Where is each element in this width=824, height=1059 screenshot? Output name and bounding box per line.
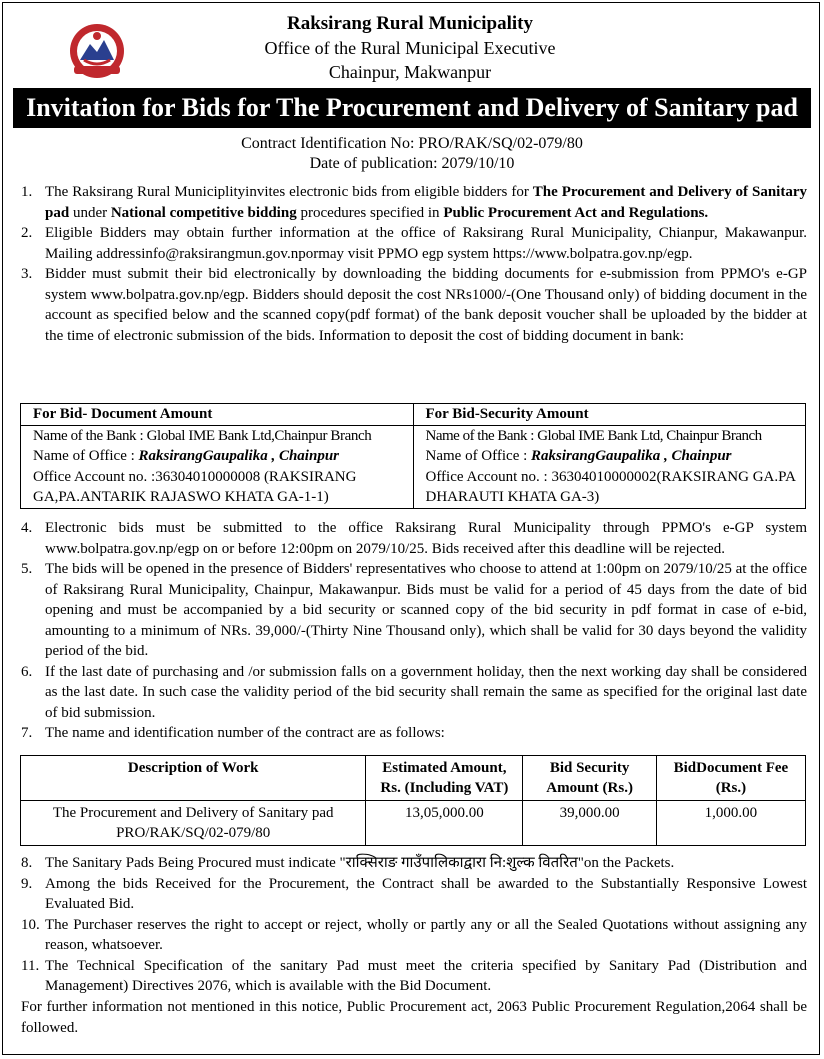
office-name-value: RaksirangGaupalika , Chainpur (138, 448, 340, 464)
notice-item-5 (21, 559, 807, 662)
notice-items-c (21, 853, 807, 997)
item-text: If the last date of purchasing and /or submission falls on a government holiday, then the next working day shall be considered as the last date. In such case the validity period of the bid security shall remain the same as specified for the original last date of bid submission. (45, 663, 807, 721)
column-header: Description of Work (21, 756, 366, 801)
item-text: Among the bids Received for the Procurement, the Contract shall be awarded to the Substantially Responsive Lowest Evaluated Bid. (45, 875, 807, 912)
procurement-act: Public Procurement Act and Regulations. (443, 204, 709, 221)
item-number: 1. (21, 184, 33, 200)
column-header: For Bid- Document Amount (21, 404, 414, 426)
office-name-value: RaksirangGaupalika , Chainpur (531, 448, 732, 464)
publication-date: Date of publication: 2079/10/10 (309, 155, 515, 172)
item-text: Electronic bids must be submitted to the office Raksirang Rural Municipality through PPMO's e-GP system www.bolpatra.gov.np/egp on or before 12:00pm on 2079/10/25. Bids received after this deadline will be rejected. (45, 520, 807, 557)
notice-item-2 (21, 223, 807, 264)
notice-header (0, 0, 824, 88)
column-header: BidDocument Fee (Rs.) (656, 756, 805, 801)
bank-name: Name of the Bank : Global IME Bank Ltd,Chainpur Branch (33, 427, 372, 444)
bid-document-fee: 1,000.00 (656, 801, 805, 846)
notice-item-6 (21, 662, 807, 724)
bid-security-account-cell (413, 425, 806, 508)
item-text: under (72, 204, 111, 221)
item-text: Bidder must submit their bid electronically by downloading the bidding documents for e-submission from PPMO's e-GP system www.bolpatra.gov.np/egp. Bidders should deposit the cost NRs1000/-(One Thousand only) of bidding document in the account as specified below and the scanned copy(pdf format) of the bank deposit voucher shall be uploaded by the bidder at the time of electronic submission of the bids. Information to deposit the cost of bidding document in bank: (45, 266, 807, 344)
office-name-line: Name of Office : RaksirangGaupalika , Chainpur (33, 448, 340, 464)
bank-account-table (20, 403, 806, 509)
item-number: 11. (21, 957, 40, 974)
column-header: Bid Security Amount (Rs.) (523, 756, 656, 801)
item-number: 2. (21, 225, 33, 241)
notice-title: Invitation for Bids for The Procurement and Delivery of Sanitary pad (13, 88, 811, 128)
footer-note: For further information not mentioned in this notice, Public Procurement act, 2063 Public Procurement Regulation,2064 shall be followed. (21, 999, 807, 1036)
column-header: For Bid-Security Amount (413, 404, 806, 426)
notice-item-4 (21, 518, 807, 559)
account-number: Office Account no. :36304010000008 (RAKSIRANG GA,PA.ANTARIK RAJASWO KHATA GA-1-1) (33, 468, 357, 505)
office-location: Chainpur, Makwanpur (328, 62, 492, 82)
bid-document-account-cell (21, 425, 414, 508)
org-name: Raksirang Rural Municipality (287, 13, 533, 34)
contract-work-table (20, 755, 806, 846)
bidding-method: National competitive bidding (110, 204, 297, 221)
item-text: The name and identification number of the contract are as follows: (45, 725, 445, 741)
notice-items-b (21, 518, 807, 744)
estimated-amount: 13,05,000.00 (366, 801, 523, 846)
notice-item-8 (21, 853, 807, 874)
notice-item-11 (21, 956, 807, 997)
item-text: The bids will be opened in the presence of Bidders' representatives who choose to attend at 1:00pm on 2079/10/25 at the office of Raksirang Rural Municipality, Chainpur, Makawanpur. Bids must be valid for a period of 45 days from the date of bid opening and must be accompanied by a bid security or scanned copy of the bid security in pdf format in case of e-bid, amounting to a minimum of NRs. 39,000/-(Thirty Nine Thousand only), which shall be valid for 30 days beyond the validity period of the bid. (45, 561, 807, 659)
table-row (21, 801, 806, 846)
nepal-emblem-icon (68, 22, 126, 80)
item-number: 7. (21, 725, 33, 741)
item-text: The Purchaser reserves the right to accept or reject, wholly or partly any or all the Sealed Quotations without assigning any reason, whatsoever. (45, 916, 807, 953)
item-text: The Sanitary Pads Being Procured must indicate "राक्सिराङ गाउँपालिकाद्वारा नि:शुल्क वितरित"on the Packets. (45, 855, 675, 871)
item-number: 9. (21, 875, 33, 892)
item-number: 10. (21, 916, 40, 933)
notice-item-1 (21, 182, 807, 223)
item-text: The Technical Specification of the sanitary Pad must meet the criteria specified by Sanitary Pad (Distribution and Management) Directives 2076, which is available with the Bid Document. (45, 957, 807, 994)
account-number: Office Account no. : 36304010000002(RAKSIRANG GA.PA DHARAUTI KHATA GA-3) (425, 468, 796, 505)
item-number: 3. (21, 266, 33, 282)
contract-info (0, 134, 824, 174)
item-number: 8. (21, 855, 33, 871)
office-name: Office of the Rural Municipal Executive (264, 38, 556, 58)
procurement-name: The Procurement and Delivery of Sanitary pad (45, 184, 807, 221)
column-header: Estimated Amount, Rs. (Including VAT) (366, 756, 523, 801)
item-text: Eligible Bidders may obtain further information at the office of Raksirang Rural Municipality, Chianpur, Makawanpur. Mailing addressinfo@raksirangmun.gov.npormay visit PPMO egp system https://www.bolpatra.gov.np/egp. (45, 225, 807, 262)
notice-items-a (21, 182, 807, 346)
item-number: 6. (21, 663, 33, 680)
item-text: The Raksirang Rural Municiplityinvites electronic bids from eligible bidders for (45, 184, 533, 200)
notice-item-3 (21, 264, 807, 346)
work-description: The Procurement and Delivery of Sanitary pad PRO/RAK/SQ/02-079/80 (21, 801, 366, 846)
contract-id: Contract Identification No: PRO/RAK/SQ/02-079/80 (241, 135, 583, 152)
item-number: 5. (21, 561, 33, 577)
office-name-line: Name of Office : RaksirangGaupalika , Chainpur (425, 448, 732, 464)
notice-item-9 (21, 874, 807, 915)
notice-item-10 (21, 915, 807, 956)
item-text: procedures specified in (296, 204, 444, 221)
notice-item-7 (21, 723, 807, 744)
bank-name: Name of the Bank : Global IME Bank Ltd, Chainpur Branch (425, 427, 762, 444)
bid-security-amount: 39,000.00 (523, 801, 656, 846)
item-number: 4. (21, 520, 33, 536)
